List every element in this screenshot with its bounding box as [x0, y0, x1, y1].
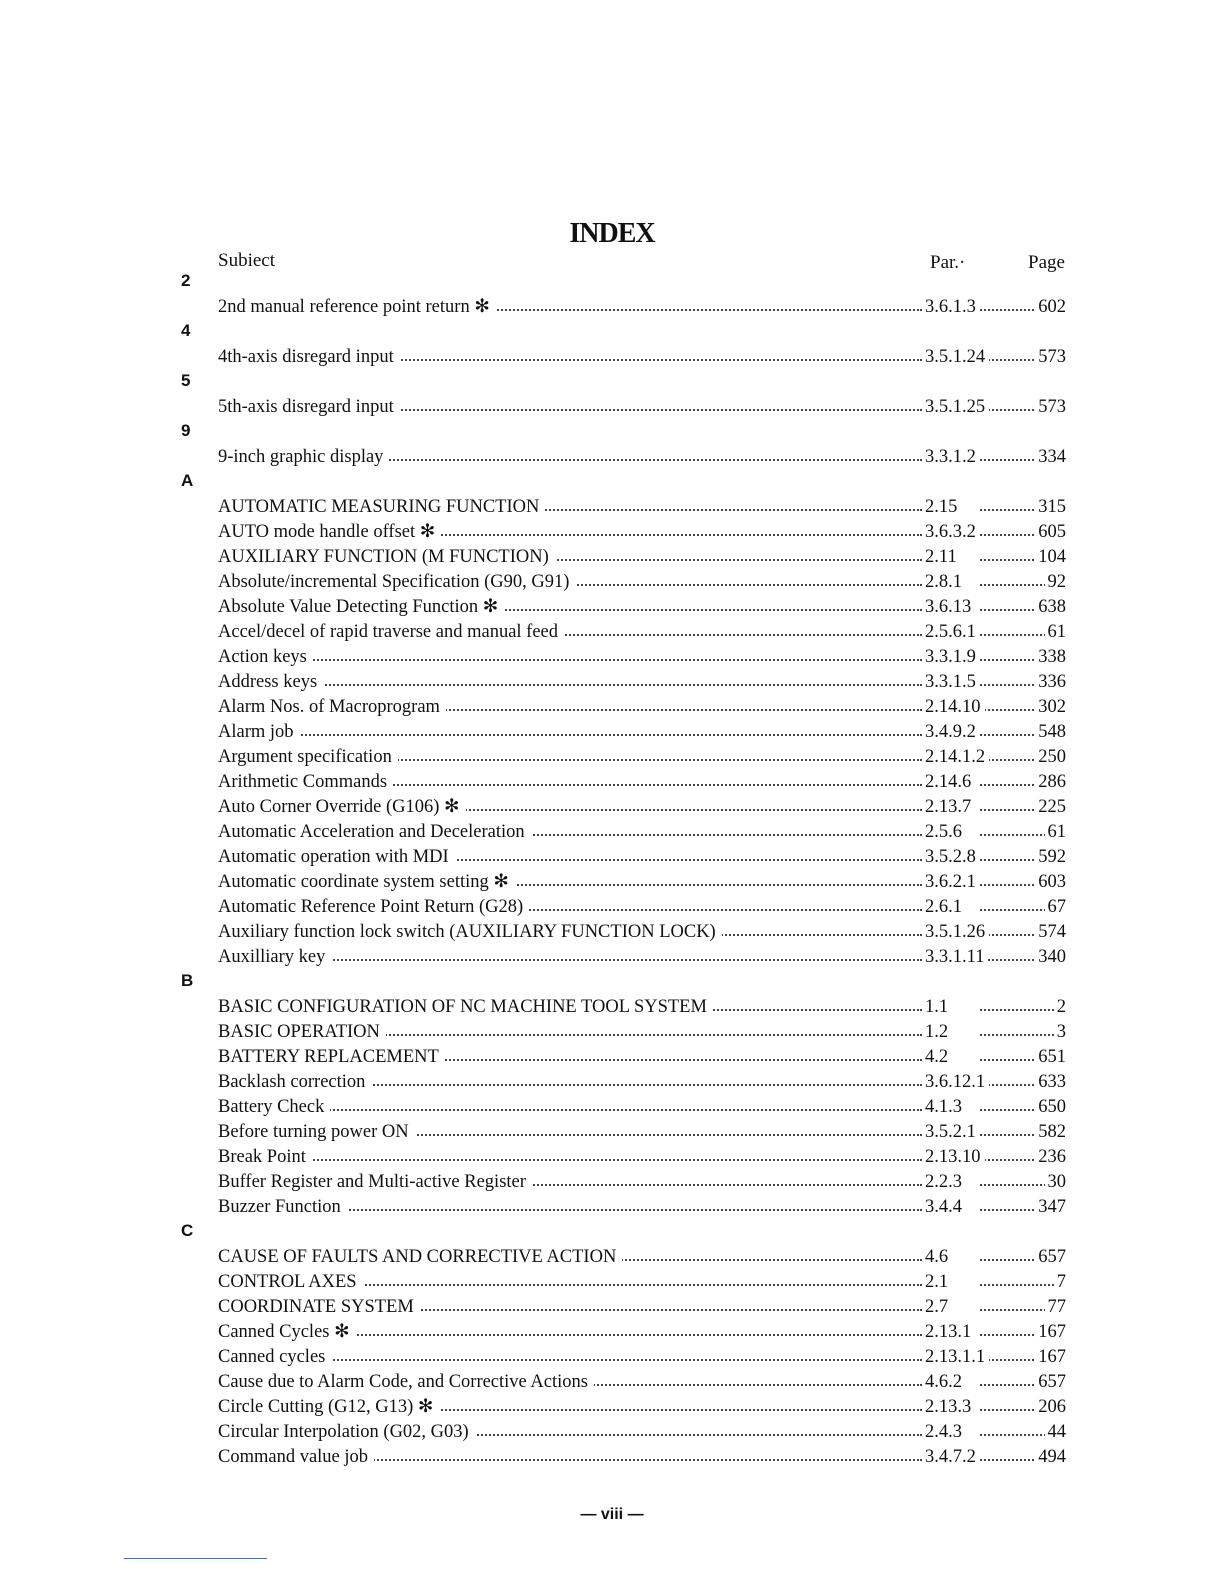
entry-par: 3.5.1.26	[922, 920, 989, 945]
entry-subject: 5th-axis disregard input	[218, 395, 400, 420]
entry-page: 7	[1054, 1270, 1066, 1295]
index-entry	[0, 570, 1224, 595]
entry-par: 2.14.6	[922, 770, 975, 795]
entry-subject: Cause due to Alarm Code, and Corrective Actions	[218, 1370, 594, 1395]
entry-subject: BATTERY REPLACEMENT	[218, 1045, 445, 1070]
section-heading	[0, 1220, 1224, 1245]
index-entry	[0, 1020, 1224, 1045]
section-heading	[0, 470, 1224, 495]
entry-par: 3.6.3.2	[922, 520, 980, 545]
section-letter: C	[181, 1221, 194, 1240]
entry-subject: Automatic Reference Point Return (G28)	[218, 895, 529, 920]
index-entry	[0, 1270, 1224, 1295]
index-entry	[0, 1320, 1224, 1345]
entry-subject: 2nd manual reference point return ✻	[218, 295, 496, 320]
entry-subject: COORDINATE SYSTEM	[218, 1295, 420, 1320]
index-list	[0, 270, 1224, 1470]
entry-page: 347	[1035, 1195, 1066, 1220]
entry-page: 302	[1035, 695, 1066, 720]
entry-subject: Break Point	[218, 1145, 312, 1170]
entry-par: 3.3.1.9	[922, 645, 980, 670]
index-entry	[0, 695, 1224, 720]
entry-page: 573	[1035, 395, 1066, 420]
entry-par: 3.5.1.25	[922, 395, 989, 420]
index-entry	[0, 595, 1224, 620]
section-heading	[0, 370, 1224, 395]
entry-page: 61	[1045, 820, 1067, 845]
entry-subject: Arithmetic Commands	[218, 770, 393, 795]
entry-page: 494	[1035, 1445, 1066, 1470]
index-entry	[0, 1395, 1224, 1420]
entry-page: 592	[1035, 845, 1066, 870]
index-entry	[0, 795, 1224, 820]
entry-par: 2.4.3	[922, 1420, 966, 1445]
section-letter: 9	[181, 421, 191, 440]
index-entry	[0, 920, 1224, 945]
index-entry	[0, 1070, 1224, 1095]
entry-page: 206	[1035, 1395, 1066, 1420]
entry-page: 605	[1035, 520, 1066, 545]
entry-page: 638	[1035, 595, 1066, 620]
entry-subject: Command value job	[218, 1445, 374, 1470]
par-column-header: Par.·	[930, 252, 966, 273]
entry-par: 2.14.10	[922, 695, 985, 720]
subject-column-header: Subiect	[218, 250, 275, 271]
section-heading	[0, 970, 1224, 995]
entry-par: 2.13.10	[922, 1145, 985, 1170]
entry-page: 250	[1035, 745, 1066, 770]
entry-page: 61	[1045, 620, 1067, 645]
entry-page: 573	[1035, 345, 1066, 370]
entry-page: 67	[1045, 895, 1067, 920]
entry-par: 3.4.7.2	[922, 1445, 980, 1470]
entry-subject: Backlash correction	[218, 1070, 371, 1095]
entry-page: 236	[1035, 1145, 1066, 1170]
entry-subject: Automatic operation with MDI	[218, 845, 455, 870]
entry-page: 315	[1035, 495, 1066, 520]
entry-subject: Buzzer Function	[218, 1195, 347, 1220]
entry-subject: CAUSE OF FAULTS AND CORRECTIVE ACTION	[218, 1245, 622, 1270]
dot-leader	[980, 1034, 1062, 1036]
entry-par: 1.2	[922, 1020, 952, 1045]
dot-leader	[222, 659, 922, 661]
index-entry	[0, 670, 1224, 695]
entry-page: 657	[1035, 1370, 1066, 1395]
index-entry	[0, 1045, 1224, 1070]
index-entry	[0, 745, 1224, 770]
entry-subject: CONTROL AXES	[218, 1270, 363, 1295]
entry-par: 3.6.1.3	[922, 295, 980, 320]
entry-par: 3.5.2.1	[922, 1120, 980, 1145]
entry-subject: Battery Check	[218, 1095, 330, 1120]
entry-par: 2.5.6	[922, 820, 966, 845]
section-letter: 2	[181, 271, 191, 290]
index-entry	[0, 1245, 1224, 1270]
section-heading	[0, 320, 1224, 345]
entry-subject: Auxiliary function lock switch (AUXILIARY FUNCTION LOCK)	[218, 920, 722, 945]
entry-par: 3.3.1.5	[922, 670, 980, 695]
entry-subject: Action keys	[218, 645, 313, 670]
entry-par: 3.4.4	[922, 1195, 966, 1220]
entry-page: 650	[1035, 1095, 1066, 1120]
entry-page: 167	[1035, 1320, 1066, 1345]
entry-par: 2.6.1	[922, 895, 966, 920]
index-entry	[0, 845, 1224, 870]
index-entry	[0, 820, 1224, 845]
section-letter: B	[181, 971, 194, 990]
index-entry	[0, 1095, 1224, 1120]
entry-subject: Circular Interpolation (G02, G03)	[218, 1420, 475, 1445]
entry-par: 4.1.3	[922, 1095, 966, 1120]
index-entry	[0, 445, 1224, 470]
entry-page: 603	[1035, 870, 1066, 895]
entry-par: 2.1	[922, 1270, 952, 1295]
entry-page: 286	[1035, 770, 1066, 795]
index-entry	[0, 395, 1224, 420]
section-heading	[0, 270, 1224, 295]
entry-subject: Auto Corner Override (G106) ✻	[218, 795, 466, 820]
entry-subject: Address keys	[218, 670, 323, 695]
entry-page: 104	[1035, 545, 1066, 570]
page-column-header: Page	[1028, 252, 1065, 273]
entry-par: 2.15	[922, 495, 961, 520]
entry-subject: Automatic coordinate system setting ✻	[218, 870, 515, 895]
entry-par: 3.3.1.11	[922, 945, 988, 970]
entry-page: 167	[1035, 1345, 1066, 1370]
entry-page: 338	[1035, 645, 1066, 670]
entry-subject: Canned Cycles ✻	[218, 1320, 356, 1345]
entry-page: 582	[1035, 1120, 1066, 1145]
index-entry	[0, 645, 1224, 670]
entry-subject: Accel/decel of rapid traverse and manual feed	[218, 620, 564, 645]
entry-par: 3.6.13	[922, 595, 975, 620]
corner-rule	[124, 1558, 267, 1559]
section-letter: 5	[181, 371, 191, 390]
entry-par: 2.11	[922, 545, 961, 570]
index-entry	[0, 870, 1224, 895]
entry-subject: Before turning power ON	[218, 1120, 415, 1145]
dot-leader	[980, 1009, 1062, 1011]
entry-subject: Absolute Value Detecting Function ✻	[218, 595, 504, 620]
entry-page: 340	[1035, 945, 1066, 970]
index-entry	[0, 1370, 1224, 1395]
entry-par: 2.8.1	[922, 570, 966, 595]
entry-subject: Absolute/incremental Specification (G90, G91)	[218, 570, 575, 595]
entry-subject: Circle Cutting (G12, G13) ✻	[218, 1395, 439, 1420]
entry-par: 4.6	[922, 1245, 952, 1270]
entry-subject: Alarm Nos. of Macroprogram	[218, 695, 446, 720]
index-entry	[0, 495, 1224, 520]
index-entry	[0, 1420, 1224, 1445]
index-entry	[0, 1145, 1224, 1170]
entry-page: 30	[1045, 1170, 1067, 1195]
index-entry	[0, 520, 1224, 545]
entry-subject: Buffer Register and Multi-active Register	[218, 1170, 532, 1195]
entry-par: 2.7	[922, 1295, 952, 1320]
entry-subject: Alarm job	[218, 720, 300, 745]
entry-par: 2.13.1	[922, 1320, 975, 1345]
index-entry	[0, 1170, 1224, 1195]
entry-par: 1.1	[922, 995, 952, 1020]
index-entry	[0, 620, 1224, 645]
index-entry	[0, 945, 1224, 970]
entry-page: 336	[1035, 670, 1066, 695]
entry-page: 334	[1035, 445, 1066, 470]
dot-leader	[980, 1284, 1062, 1286]
entry-page: 92	[1045, 570, 1067, 595]
entry-page: 602	[1035, 295, 1066, 320]
entry-par: 4.6.2	[922, 1370, 966, 1395]
index-entry	[0, 770, 1224, 795]
entry-page: 633	[1035, 1070, 1066, 1095]
dot-leader	[222, 1159, 922, 1161]
entry-page: 574	[1035, 920, 1066, 945]
index-entry	[0, 995, 1224, 1020]
entry-par: 2.13.3	[922, 1395, 975, 1420]
section-letter: A	[181, 471, 194, 490]
entry-par: 3.3.1.2	[922, 445, 980, 470]
entry-page: 3	[1054, 1020, 1066, 1045]
entry-par: 2.14.1.2	[922, 745, 989, 770]
index-entry	[0, 720, 1224, 745]
entry-par: 3.4.9.2	[922, 720, 980, 745]
entry-subject: Argument specification	[218, 745, 398, 770]
entry-page: 44	[1045, 1420, 1067, 1445]
entry-subject: BASIC CONFIGURATION OF NC MACHINE TOOL SYSTEM	[218, 995, 713, 1020]
entry-page: 77	[1045, 1295, 1067, 1320]
entry-subject: AUTOMATIC MEASURING FUNCTION	[218, 495, 545, 520]
entry-page: 548	[1035, 720, 1066, 745]
index-entry	[0, 345, 1224, 370]
entry-par: 4.2	[922, 1045, 952, 1070]
entry-subject: Automatic Acceleration and Deceleration	[218, 820, 531, 845]
index-entry	[0, 895, 1224, 920]
entry-page: 657	[1035, 1245, 1066, 1270]
page-number: — viii —	[580, 1506, 644, 1523]
section-heading	[0, 420, 1224, 445]
entry-par: 3.6.12.1	[922, 1070, 989, 1095]
index-entry	[0, 1295, 1224, 1320]
dot-leader	[222, 734, 922, 736]
entry-page: 225	[1035, 795, 1066, 820]
entry-par: 2.13.1.1	[922, 1345, 989, 1370]
entry-par: 2.5.6.1	[922, 620, 980, 645]
index-entry	[0, 1345, 1224, 1370]
entry-subject: BASIC OPERATION	[218, 1020, 386, 1045]
entry-subject: Canned cycles	[218, 1345, 331, 1370]
entry-subject: 4th-axis disregard input	[218, 345, 400, 370]
entry-subject: AUTO mode handle offset ✻	[218, 520, 441, 545]
entry-subject: Auxilliary key	[218, 945, 331, 970]
entry-page: 2	[1054, 995, 1066, 1020]
dot-leader	[222, 684, 922, 686]
index-entry	[0, 1120, 1224, 1145]
index-entry	[0, 545, 1224, 570]
entry-par: 2.2.3	[922, 1170, 966, 1195]
entry-par: 3.5.2.8	[922, 845, 980, 870]
entry-par: 3.6.2.1	[922, 870, 980, 895]
index-entry	[0, 295, 1224, 320]
entry-subject: 9-inch graphic display	[218, 445, 389, 470]
page-title: INDEX	[569, 218, 655, 249]
section-letter: 4	[181, 321, 191, 340]
index-entry	[0, 1445, 1224, 1470]
entry-page: 651	[1035, 1045, 1066, 1070]
entry-par: 2.13.7	[922, 795, 975, 820]
index-entry	[0, 1195, 1224, 1220]
entry-subject: AUXILIARY FUNCTION (M FUNCTION)	[218, 545, 555, 570]
entry-par: 3.5.1.24	[922, 345, 989, 370]
